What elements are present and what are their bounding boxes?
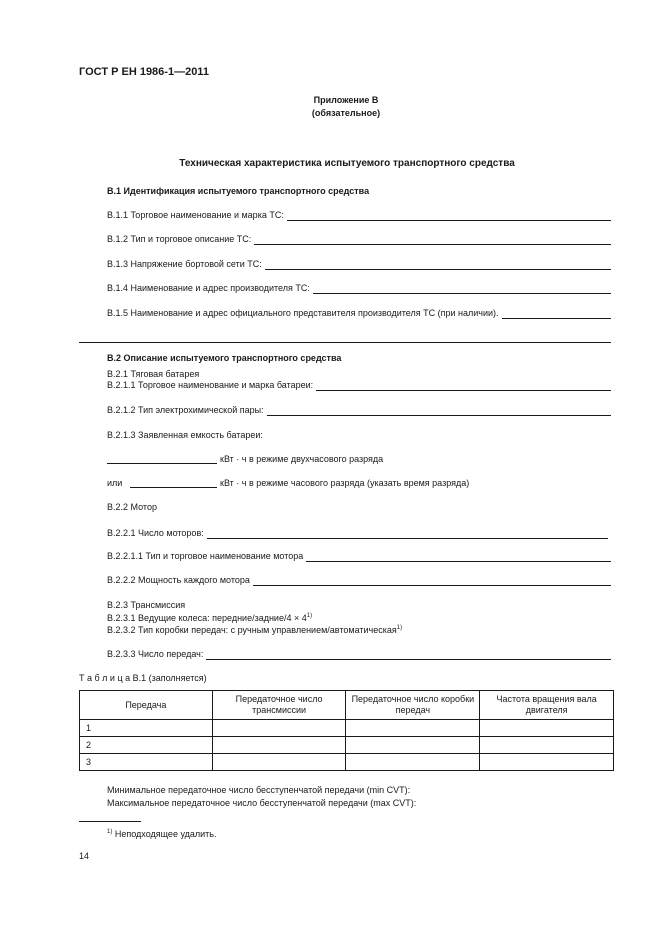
field-b1-1-label: В.1.1 Торговое наименование и марка ТС: [107,210,284,220]
appendix-title: Приложение В [313,95,379,105]
field-b1-3 [107,259,611,270]
table-row [80,720,614,737]
gear-ratio-table [79,690,614,771]
field-b233-blank[interactable] [206,650,611,660]
document-header: ГОСТ Р ЕН 1986-1—2011 [79,66,209,78]
table-row [80,754,614,771]
table-header-row [80,691,614,720]
footnote-mark: 1) [107,829,113,835]
capacity-1h-blank[interactable] [130,487,217,488]
b21-label: В.2.1 Тяговая батарея [107,369,200,379]
table-cell[interactable] [212,737,346,754]
footnote-text: Неподходящее удалить. [114,829,217,839]
field-b1-5 [107,308,611,319]
field-b221 [107,528,608,539]
field-b1-3-blank[interactable] [265,260,611,270]
header-transmission-ratio: Передаточное число трансмиссии [212,691,346,720]
capacity-2h-label: кВт · ч в режиме двухчасового разряда [220,454,384,464]
field-b211-label: В.2.1.1 Торговое наименование и марка батареи: [107,380,314,390]
table-cell[interactable] [480,754,614,771]
b232-row [107,625,402,636]
header-engine-speed: Частота вращения вала двигателя [480,691,614,720]
field-b233 [107,649,611,660]
field-b1-1 [107,210,611,221]
field-b211 [107,380,611,391]
appendix-status: (обязательное) [311,108,381,118]
section-b2-heading: В.2 Описание испытуемого транспортного средства [107,353,342,363]
field-b222-label: В.2.2.2 Мощность каждого мотора [107,575,250,585]
main-title: Техническая характеристика испытуемого транспортного средства [179,158,515,169]
table-cell[interactable] [212,720,346,737]
table-cell[interactable] [346,737,480,754]
field-b221-label: В.2.2.1 Число моторов: [107,528,204,538]
field-b233-label: В.2.3.3 Число передач: [107,649,204,659]
page-number: 14 [79,851,90,861]
table-cell[interactable] [480,720,614,737]
field-b1-5-label: В.1.5 Наименование и адрес официального представителя производителя ТС (при наличии). [107,308,499,318]
field-b1-4-blank[interactable] [313,284,611,294]
field-b212 [107,405,611,416]
capacity-2h-blank[interactable] [107,463,217,464]
header-gear: Передача [80,691,213,720]
field-b212-label: В.2.1.2 Тип электрохимической пары: [107,405,264,415]
cvt-min: Минимальное передаточное число бесступенчатой передачи (min CVT): [107,785,411,795]
table-cell[interactable] [212,754,346,771]
field-b2211-label: В.2.2.1.1 Тип и торговое наименование мотора [107,551,304,561]
field-b1-2-blank[interactable] [254,235,611,245]
cvt-max: Максимальное передаточное число бесступенчатой передачи (max CVT): [107,798,417,808]
field-b2211 [107,551,611,562]
b232-footnote-mark: 1) [396,625,403,631]
field-b2211-blank[interactable] [306,552,611,562]
field-b1-5-continuation-line[interactable] [79,342,611,343]
field-b1-4-label: В.1.4 Наименование и адрес производителя ТС: [107,283,310,293]
field-b1-4 [107,283,611,294]
b231-label: В.2.3.1 Ведущие колеса: передние/задние/4 × 4 [107,613,307,623]
field-b1-3-label: В.1.3 Напряжение бортовой сети ТС: [107,259,262,269]
field-b212-blank[interactable] [267,406,611,416]
capacity-1h-label: кВт · ч в режиме часового разряда (указать время разряда) [220,478,470,488]
field-b222 [107,575,611,586]
table-cell[interactable] [480,737,614,754]
field-b211-blank[interactable] [316,381,611,391]
field-b1-1-blank[interactable] [287,211,611,221]
footnote-separator [79,821,141,822]
header-gearbox-ratio: Передаточное число коробки передач [346,691,480,720]
field-b221-blank[interactable] [207,529,608,539]
b232-label: В.2.3.2 Тип коробки передач: с ручным управлением/автоматическая [107,625,397,635]
field-b1-5-blank[interactable] [502,309,611,319]
b23-label: В.2.3 Трансмиссия [107,600,186,610]
table-row [80,737,614,754]
table-cell: 3 [80,754,213,771]
table-cell[interactable] [346,720,480,737]
table-cell: 2 [80,737,213,754]
b231-row [107,613,312,624]
b22-label: В.2.2 Мотор [107,502,157,512]
field-b1-2-label: В.1.2 Тип и торговое описание ТС: [107,234,252,244]
b213-label: В.2.1.3 Заявленная емкость батареи: [107,430,263,440]
b231-footnote-mark: 1) [306,613,313,619]
table-caption: Т а б л и ц а В.1 (заполняется) [79,673,207,683]
section-b1-heading: В.1 Идентификация испытуемого транспортного средства [107,186,370,196]
field-b1-2 [107,234,611,245]
field-b222-blank[interactable] [253,576,611,586]
table-cell[interactable] [346,754,480,771]
table-cell: 1 [80,720,213,737]
capacity-or: или [107,478,123,488]
footnote [107,829,217,840]
